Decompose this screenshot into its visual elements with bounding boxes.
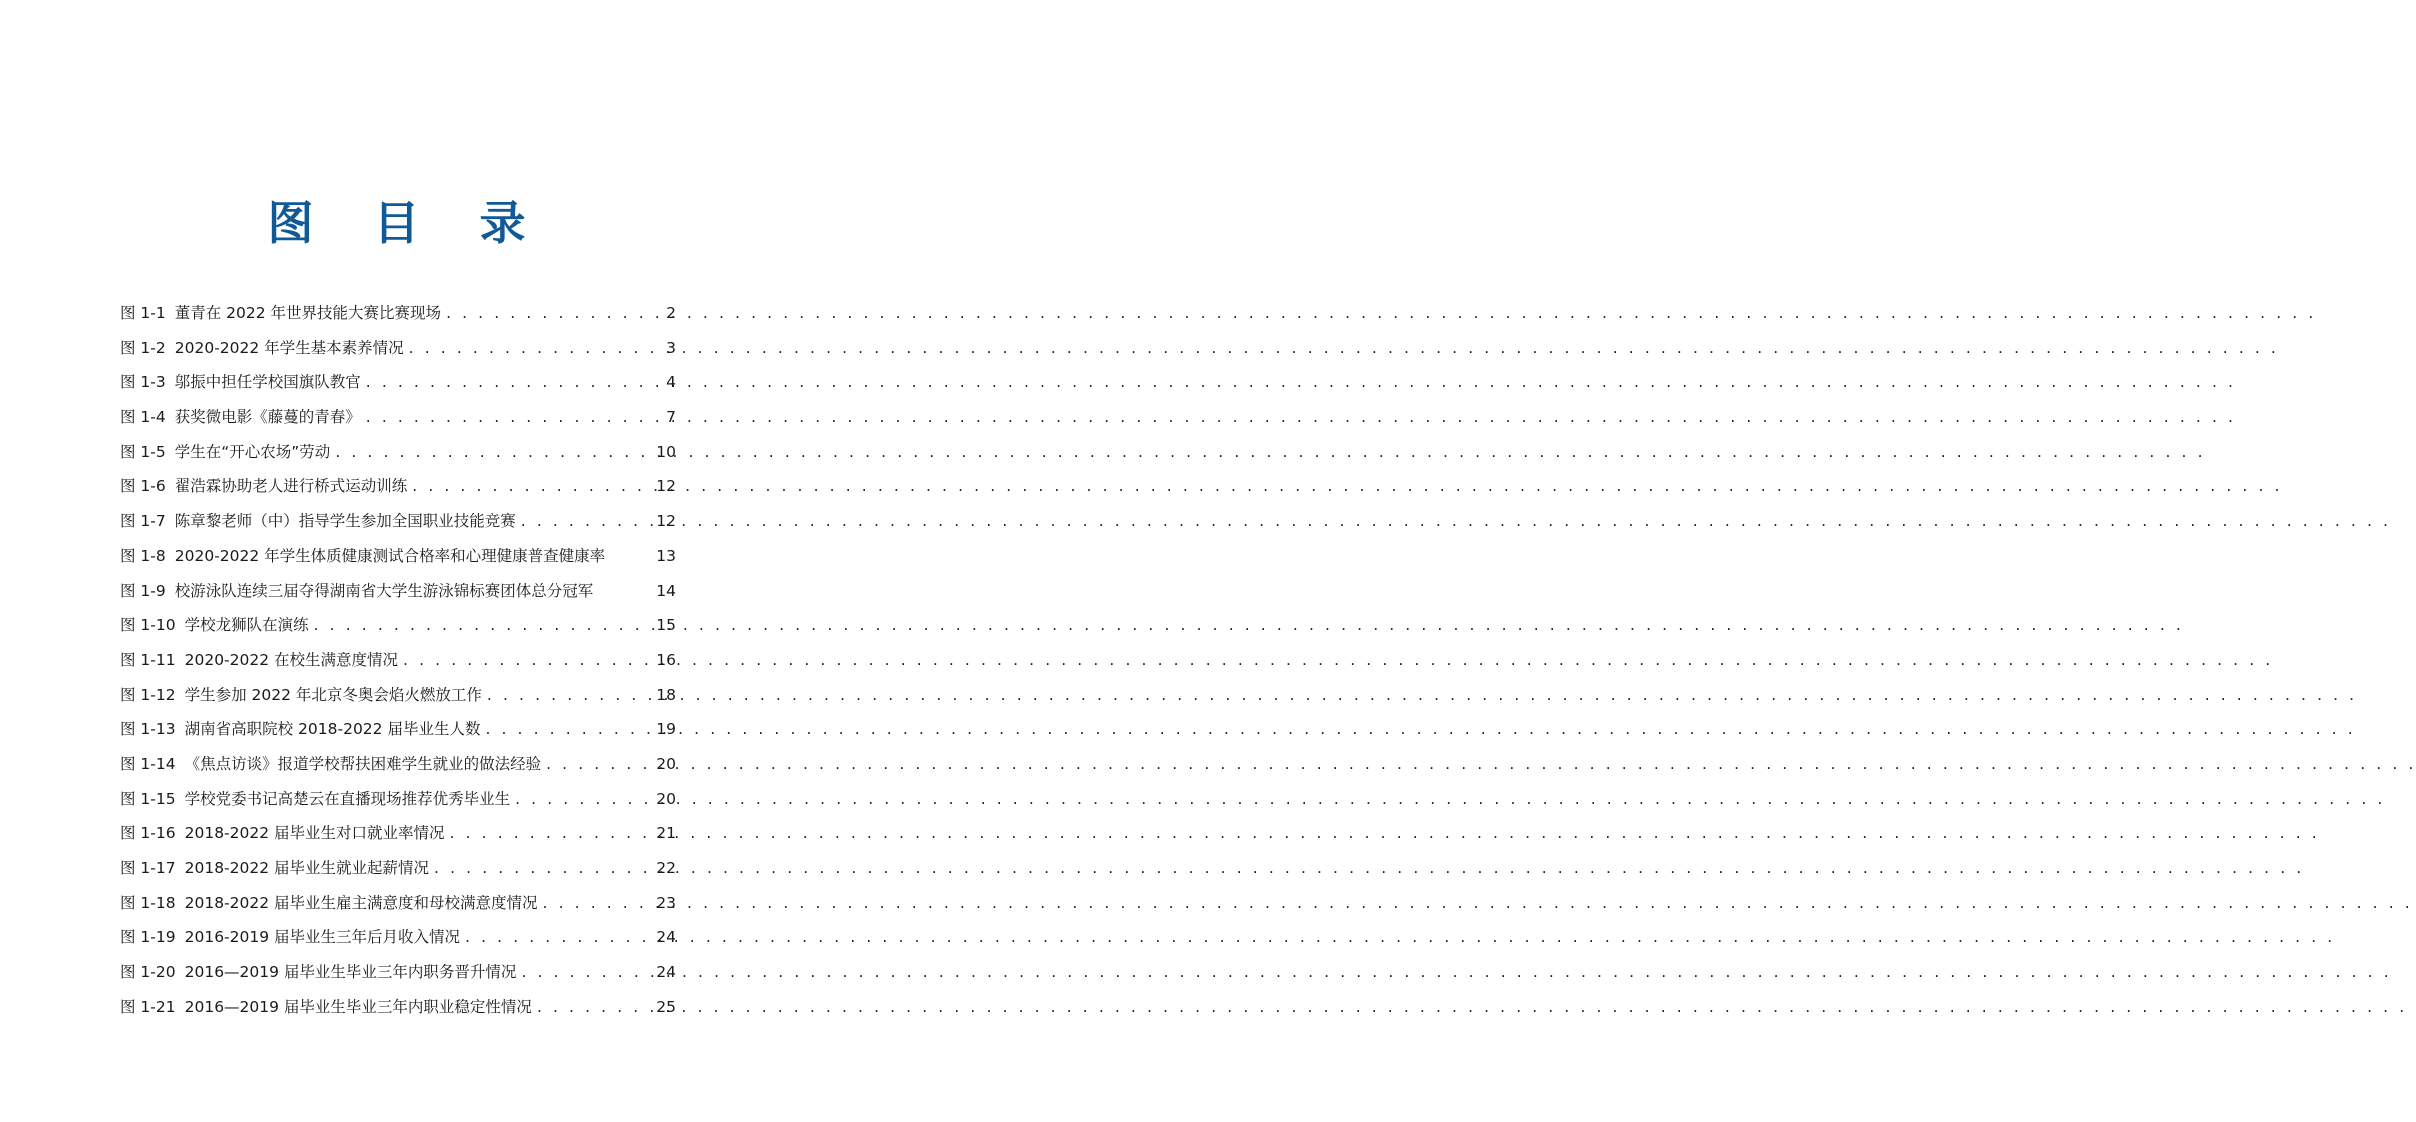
page-number: 3 [666,338,676,357]
page-number: 2 [666,304,676,322]
figure-number: 图 1-20 [120,963,176,982]
figure-number: 图 1-9 [120,581,166,600]
figure-number: 图 1-10 [120,616,176,635]
toc-entry[interactable] [120,816,676,851]
page-number: 4 [666,373,676,392]
figure-number: 图 1-13 [120,720,176,739]
page-title: 图 目 录 [267,196,548,250]
toc-entry[interactable] [120,712,676,747]
dot-leader [543,886,652,921]
page-number: 23 [656,893,676,912]
toc-entry[interactable] [120,400,676,435]
figure-caption: 2018-2022 届毕业生就业起薪情况 [184,859,430,877]
toc-entry[interactable] [120,990,676,1025]
dot-leader [409,331,661,366]
dot-leader [366,365,661,400]
figure-number: 图 1-1 [120,304,166,322]
page-number: 12 [656,512,676,531]
figure-caption: 2016—2019 届毕业生毕业三年内职务晋升情况 [184,963,517,982]
toc-entry[interactable] [120,886,676,921]
toc-entry[interactable] [120,331,676,366]
page-number: 20 [656,789,676,808]
figure-caption: 陈章黎老师（中）指导学生参加全国职业技能竞赛 [174,512,516,531]
page-number: 24 [656,963,676,982]
page-number: 18 [656,685,676,704]
page-number: 24 [656,928,676,947]
dot-leader [465,920,651,955]
toc-entry[interactable] [120,851,676,886]
page-number: 25 [656,997,676,1016]
figure-caption: 2016—2019 届毕业生毕业三年内职业稳定性情况 [184,997,532,1016]
page-number: 13 [656,546,676,565]
page-number: 20 [656,754,676,773]
dot-leader [521,955,651,990]
figure-number: 图 1-12 [120,685,176,704]
figure-caption: 学生参加 2022 年北京冬奥会焰火燃放工作 [184,685,482,704]
figure-number: 图 1-7 [120,512,166,531]
page-number: 22 [656,859,676,877]
figure-number: 图 1-21 [120,997,176,1016]
figure-caption: 学校龙狮队在演练 [184,616,309,635]
toc-entry[interactable] [120,574,676,609]
page-number: 19 [656,720,676,739]
page-number: 15 [656,616,676,635]
toc-entry[interactable] [120,643,676,678]
figure-number: 图 1-16 [120,824,176,843]
figure-number: 图 1-6 [120,477,166,496]
dot-leader [450,816,652,851]
figure-caption: 学生在“开心农场”劳动 [174,442,331,461]
figure-caption: 《焦点访谈》报道学校帮扶困难学生就业的做法经验 [184,754,542,773]
figure-caption: 校游泳队连续三届夺得湖南省大学生游泳锦标赛团体总分冠军 [174,581,594,600]
toc-entry[interactable] [120,782,676,817]
figure-number: 图 1-8 [120,546,166,565]
figure-number: 图 1-11 [120,650,176,669]
figure-number: 图 1-15 [120,789,176,808]
figure-caption: 2018-2022 届毕业生对口就业率情况 [184,824,445,843]
figure-number: 图 1-4 [120,408,166,427]
figure-caption: 2020-2022 年学生基本素养情况 [174,338,404,357]
page-number: 10 [656,442,676,461]
figure-caption: 2020-2022 在校生满意度情况 [184,650,399,669]
figure-caption: 学校党委书记高楚云在直播现场推荐优秀毕业生 [184,789,511,808]
figure-number: 图 1-17 [120,859,176,877]
figure-list [120,296,676,1024]
toc-entry[interactable] [120,678,676,713]
dot-leader [412,469,651,504]
figure-number: 图 1-19 [120,928,176,947]
toc-entry[interactable] [120,504,676,539]
figure-number: 图 1-18 [120,893,176,912]
dot-leader [314,608,652,643]
figure-number: 图 1-3 [120,373,166,392]
dot-leader [366,400,661,435]
dot-leader [485,712,651,747]
figure-caption: 湖南省高职院校 2018-2022 届毕业生人数 [184,720,481,739]
dot-leader [546,747,651,782]
dot-leader [446,296,661,331]
figure-caption: 翟浩霖协助老人进行桥式运动训练 [174,477,408,496]
toc-entry[interactable] [120,920,676,955]
figure-number: 图 1-2 [120,338,166,357]
figure-caption: 2016-2019 届毕业生三年后月收入情况 [184,928,461,947]
figure-caption: 获奖微电影《藤蔓的青春》 [174,408,361,427]
dot-leader [515,782,651,817]
figure-caption: 2020-2022 年学生体质健康测试合格率和心理健康普查健康率 [174,546,606,565]
toc-entry[interactable] [120,296,676,331]
dot-leader [434,851,651,886]
page-number: 21 [656,824,676,843]
toc-entry[interactable] [120,608,676,643]
page-number: 7 [666,408,676,427]
toc-entry[interactable] [120,365,676,400]
figure-number: 图 1-14 [120,754,176,773]
page-number: 16 [656,650,676,669]
dot-leader [521,504,652,539]
figure-caption: 董青在 2022 年世界技能大赛比赛现场 [174,304,442,322]
figure-number: 图 1-5 [120,442,166,461]
toc-entry[interactable] [120,469,676,504]
dot-leader [403,643,651,678]
dot-leader [537,990,651,1025]
page-number: 12 [656,477,676,496]
dot-leader [487,678,651,713]
page-number: 14 [656,581,676,600]
figure-caption: 邬振中担任学校国旗队教官 [174,373,361,392]
toc-entry[interactable] [120,747,676,782]
toc-entry[interactable] [120,435,676,470]
toc-entry[interactable] [120,539,676,574]
dot-leader [335,435,651,470]
figure-caption: 2018-2022 届毕业生雇主满意度和母校满意度情况 [184,893,538,912]
toc-entry[interactable] [120,955,676,990]
